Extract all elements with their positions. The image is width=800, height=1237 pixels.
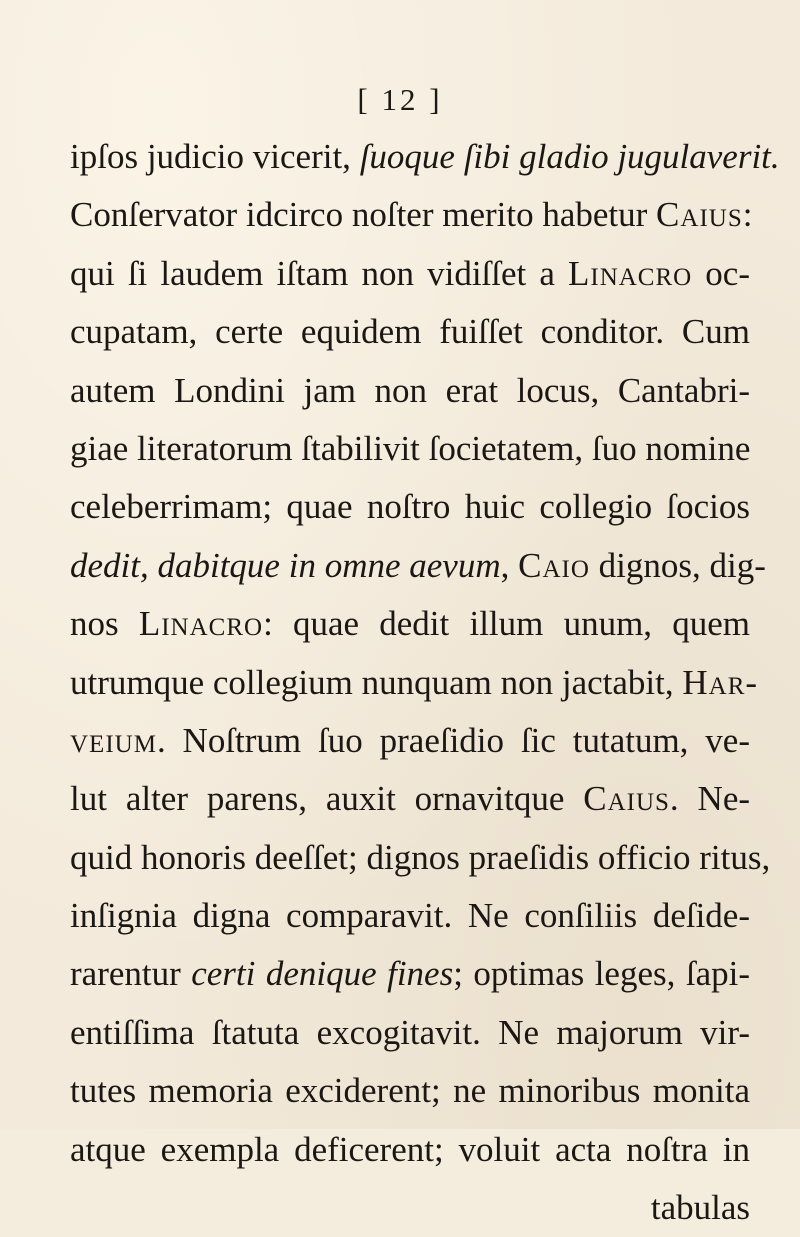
text-segment: . Noſtrum ſuo praeſidio ſic tutatum, ve- xyxy=(156,720,750,760)
text-segment: Linacro xyxy=(138,604,264,644)
text-segment: autem Londini jam non erat locus, Cantabri- xyxy=(70,370,750,410)
text-segment: Caio xyxy=(518,545,590,585)
text-line xyxy=(70,829,771,887)
text-segment: utrumque collegium nunquam non jactabit, xyxy=(70,662,683,702)
text-line xyxy=(70,420,750,478)
text-segment: rarentur xyxy=(70,954,192,994)
text-line xyxy=(70,1004,750,1062)
text-segment: : quae dedit illum unum, quem xyxy=(263,604,751,644)
text-segment: atque exempla deficerent; voluit acta noſtra in xyxy=(70,1129,750,1169)
text-segment: ; optimas leges, ſapi- xyxy=(453,954,750,994)
text-line xyxy=(70,186,753,244)
text-line xyxy=(70,712,750,770)
text-segment: inſignia digna comparavit. Ne conſiliis deſide- xyxy=(70,896,750,936)
text-segment: cupatam, certe equidem fuiſſet conditor. Cum xyxy=(70,312,750,352)
text-line xyxy=(70,887,750,945)
text-line xyxy=(70,537,766,595)
text-segment: Linacro xyxy=(567,253,693,293)
text-segment: quid honoris deeſſet; dignos praeſidis officio ritus, xyxy=(70,837,771,877)
text-segment: tutes memoria exciderent; ne minoribus monita xyxy=(70,1071,750,1111)
text-line xyxy=(70,1179,750,1237)
text-segment: lut alter parens, auxit ornavitque xyxy=(70,779,584,819)
text-segment: : xyxy=(742,195,753,235)
text-segment: certi denique fines xyxy=(191,954,454,994)
text-segment: Conſervator idcirco noſter merito habetur xyxy=(70,195,657,235)
text-line xyxy=(70,770,750,828)
text-segment: entiſſima ſtatuta excogitavit. Ne majorum vir- xyxy=(70,1012,750,1052)
text-line xyxy=(70,245,750,303)
text-segment: ſuoque ſibi gladio jugulaverit. xyxy=(359,137,780,176)
text-segment: . Ne- xyxy=(669,779,751,819)
text-line xyxy=(70,654,759,712)
text-segment: Caius xyxy=(656,195,743,235)
text-segment: oc- xyxy=(692,253,750,293)
text-line xyxy=(70,595,750,653)
text-line xyxy=(70,128,780,186)
text-segment: dignos, dig- xyxy=(589,545,766,585)
page-number: [ 12 ] xyxy=(357,82,443,117)
text-line xyxy=(70,1121,750,1179)
text-segment: giae literatorum ſtabilivit ſocietatem, ſuo nomine xyxy=(70,428,751,468)
text-segment: veium xyxy=(70,720,157,760)
text-line xyxy=(70,945,750,1003)
text-segment: nos xyxy=(70,604,139,644)
text-line xyxy=(70,478,750,536)
text-segment: Caius xyxy=(583,779,670,819)
text-segment: qui ſi laudem iſtam non vidiſſet a xyxy=(70,253,568,293)
text-segment: tabulas xyxy=(650,1188,750,1228)
text-segment: ipſos judicio vicerit, xyxy=(70,137,360,176)
text-segment: , xyxy=(500,545,519,585)
text-line xyxy=(70,303,750,361)
text-segment: celeberrimam; quae noſtro huic collegio ſocios xyxy=(70,487,750,527)
text-segment: Har- xyxy=(682,662,759,702)
body-text xyxy=(70,128,780,1237)
text-line xyxy=(70,1062,750,1120)
text-segment: dedit, dabitque in omne aevum xyxy=(70,545,501,585)
text-line xyxy=(70,362,750,420)
